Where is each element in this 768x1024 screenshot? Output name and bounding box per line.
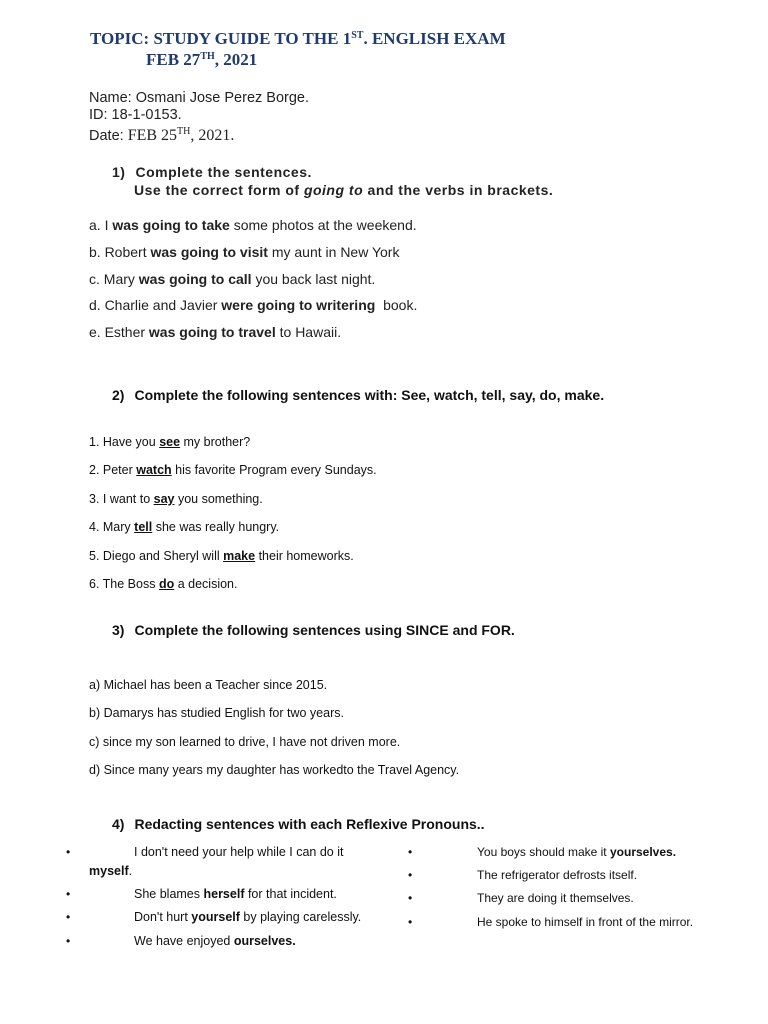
bullet-icon: • xyxy=(66,934,71,948)
section2-item: 6. The Boss do a decision. xyxy=(89,577,238,591)
reflexive-item-left: We have enjoyed ourselves. xyxy=(134,934,296,948)
reflexive-item-right: The refrigerator defrosts itself. xyxy=(477,868,638,882)
section2-item: 2. Peter watch his favorite Program every Sundays. xyxy=(89,463,377,477)
section1-item: c. Mary was going to call you back last night. xyxy=(89,271,376,287)
section3-item: c) since my son learned to drive, I have not driven more. xyxy=(89,735,401,749)
section3-heading: 3) Complete the following sentences using SINCE and FOR. xyxy=(112,622,515,638)
reflexive-item-right: You boys should make it yourselves. xyxy=(477,845,677,859)
reflexive-item-left: I don't need your help while I can do it xyxy=(134,845,344,859)
submission-date: Date: FEB 25TH, 2021. xyxy=(89,126,235,144)
bullet-icon: • xyxy=(66,887,71,901)
document-title: TOPIC: STUDY GUIDE TO THE 1ST. ENGLISH EXAM xyxy=(90,29,506,48)
student-id: ID: 18-1-0153. xyxy=(89,107,182,123)
bullet-icon: • xyxy=(408,868,413,882)
section2-heading: 2) Complete the following sentences with: See, watch, tell, say, do, make. xyxy=(112,387,605,403)
section2-item: 3. I want to say you something. xyxy=(89,492,263,506)
section1-item: a. I was going to take some photos at the weekend. xyxy=(89,217,417,233)
section1-item: e. Esther was going to travel to Hawaii. xyxy=(89,324,342,340)
section1-heading: 1) Complete the sentences. xyxy=(112,164,312,180)
student-name: Name: Osmani Jose Perez Borge. xyxy=(89,90,310,106)
bullet-icon: • xyxy=(408,891,413,905)
reflexive-item-right: They are doing it themselves. xyxy=(477,891,634,905)
reflexive-item-left: Don't hurt yourself by playing carelessly. xyxy=(134,910,362,924)
section2-item: 1. Have you see my brother? xyxy=(89,435,251,449)
bullet-icon: • xyxy=(408,845,413,859)
section3-item: b) Damarys has studied English for two years. xyxy=(89,706,344,720)
reflexive-item-right: He spoke to himself in front of the mirror. xyxy=(477,915,694,929)
bullet-icon: • xyxy=(408,915,413,929)
section2-item: 4. Mary tell she was really hungry. xyxy=(89,520,280,534)
reflexive-item-left: She blames herself for that incident. xyxy=(134,887,337,901)
bullet-icon: • xyxy=(66,910,71,924)
reflexive-item-left-wrap: myself. xyxy=(89,864,133,878)
section1-instructions: Use the correct form of going to and the verbs in brackets. xyxy=(134,182,554,198)
section4-heading: 4) Redacting sentences with each Reflexive Pronouns.. xyxy=(112,816,485,832)
section3-item: d) Since many years my daughter has workedto the Travel Agency. xyxy=(89,763,460,777)
document-date: FEB 27TH, 2021 xyxy=(146,50,258,69)
section2-item: 5. Diego and Sheryl will make their homeworks. xyxy=(89,549,354,563)
section1-item: d. Charlie and Javier were going to writering book. xyxy=(89,297,418,313)
bullet-icon: • xyxy=(66,845,71,859)
section3-item: a) Michael has been a Teacher since 2015. xyxy=(89,678,328,692)
section1-item: b. Robert was going to visit my aunt in New York xyxy=(89,244,400,260)
